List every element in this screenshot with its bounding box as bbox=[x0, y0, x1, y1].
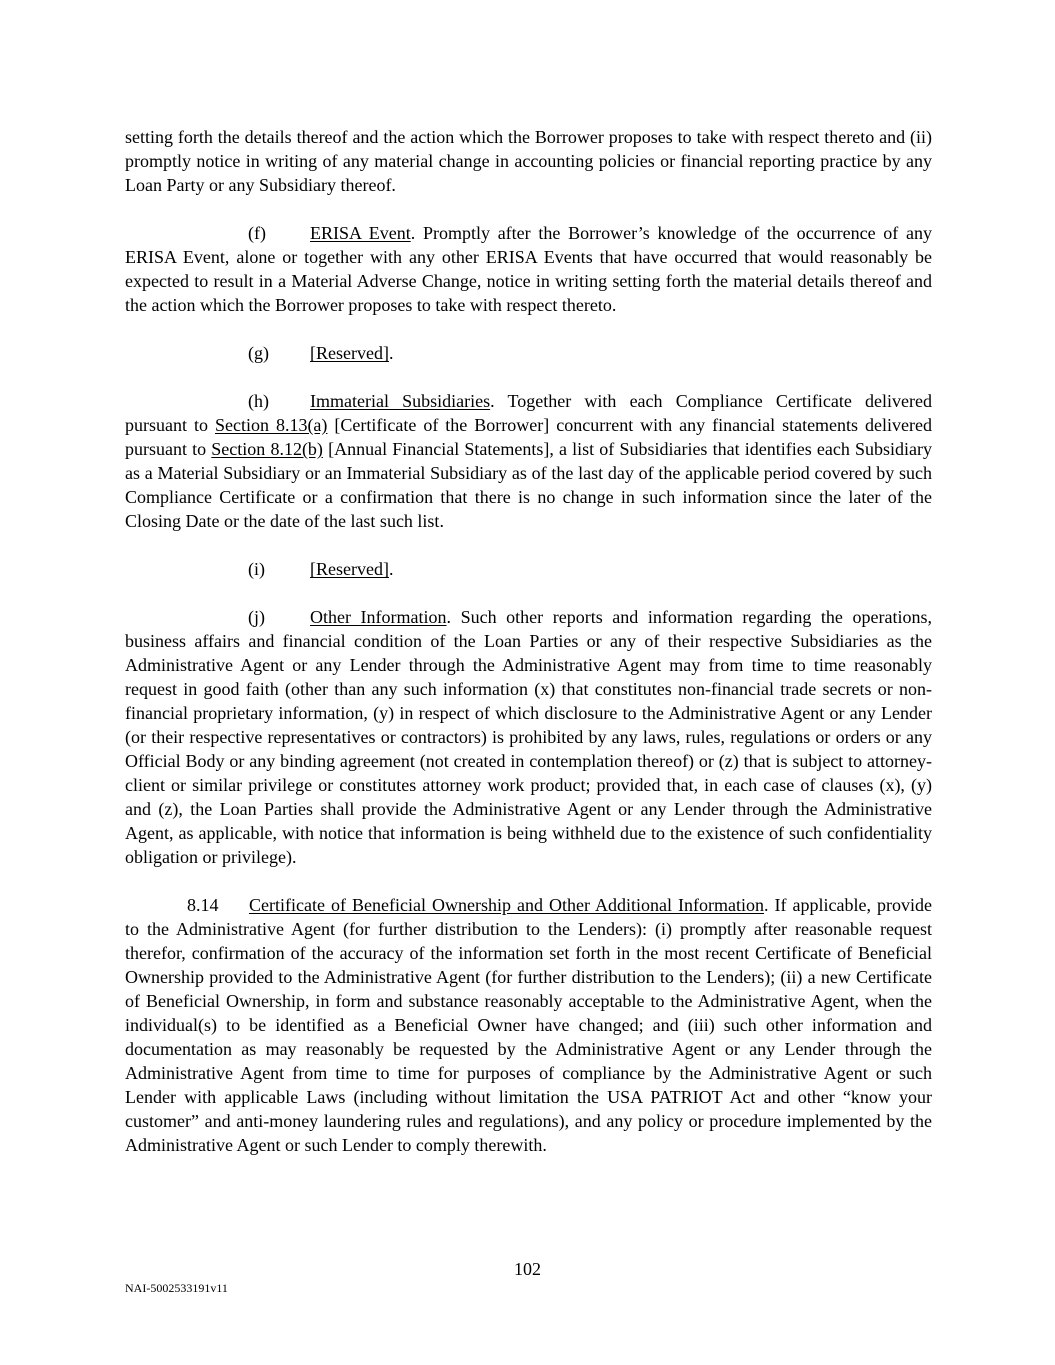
section-body: . If applicable, provide to the Administrative Agent (for further distribution to the Lenders): (i) promptly after reasonable request therefor, confirmation of the accuracy of the information set forth in the most recent Certificate of Beneficial Ownership provided to the Administrative Agent (for further distribution to the Lenders); (ii) a new Certificate of Beneficial Ownership, in form and substance reasonably acceptable to the Administrative Agent, when the individual(s) to be identified as a Beneficial Owner have changed; and (iii) such other information and documentation as may reasonably be requested by the Administrative Agent or any Lender through the Administrative Agent from time to time for purposes of compliance by the Administrative Agent or such Lender with applicable Laws (including without limitation the USA PATRIOT Act and other “know your customer” and anti-money laundering rules and regulations), and any policy or procedure implemented by the Administrative Agent or such Lender to comply therewith. bbox=[125, 895, 932, 1155]
clause-heading: ERISA Event bbox=[310, 223, 411, 243]
clause-label: (f) bbox=[248, 223, 266, 243]
clause-body: [Certificate of the Borrower] concurrent with any financial statements delivered pursuant to bbox=[125, 415, 933, 459]
section-8-14 bbox=[125, 893, 932, 1157]
section-heading: Certificate of Beneficial Ownership and Other Additional Information bbox=[249, 895, 764, 915]
clause-heading: Other Information bbox=[310, 607, 447, 627]
clause-body: . Promptly after the Borrower’s knowledge of the occurrence of any ERISA Event, alone or together with any other ERISA Events that have occurred that would reasonably be expected to result in a Material Adverse Change, notice in writing setting forth the material details thereof and the action which the Borrower proposes to take with respect thereto. bbox=[125, 223, 933, 315]
page-number: 102 bbox=[514, 1259, 541, 1279]
paragraph-continuation bbox=[125, 125, 932, 197]
clause-label: (j) bbox=[248, 607, 265, 627]
clause-heading: Immaterial Subsidiaries bbox=[310, 391, 491, 411]
section-reference: Section 8.13(a) bbox=[214, 415, 328, 435]
clause-body: . bbox=[388, 343, 394, 363]
paragraph-body: setting forth the details thereof and the action which the Borrower proposes to take with respect thereto and (ii) promptly notice in writing of any material change in accounting policies or financial reporting practice by any Loan Party or any Subsidiary thereof. bbox=[125, 127, 932, 195]
clause-heading: [Reserved] bbox=[310, 343, 389, 363]
clause-j-other-information bbox=[125, 605, 932, 869]
clause-i-reserved bbox=[125, 557, 932, 581]
clause-body: . Together with each Compliance Certificate delivered pursuant to bbox=[125, 391, 932, 435]
document-page bbox=[125, 125, 932, 1181]
clause-heading: [Reserved] bbox=[310, 559, 389, 579]
section-number: 8.14 bbox=[187, 895, 219, 915]
clause-label: (h) bbox=[248, 391, 269, 411]
clause-body: [Annual Financial Statements], a list of Subsidiaries that identifies each Subsidiary as a Material Subsidiary or an Immaterial Subsidiary as of the last day of the applicable period covered by such Compliance Certificate or a confirmation that there is no change in such information since the later of the Closing Date or the date of the last such list. bbox=[125, 439, 932, 531]
section-reference: Section 8.12(b) bbox=[211, 439, 323, 459]
clause-body: . Such other reports and information regarding the operations, business affairs and financial condition of the Loan Parties or any of their respective Subsidiaries as the Administrative Agent or any Lender through the Administrative Agent may from time to time reasonably request in good faith (other than any such information (x) that constitutes non-financial trade secrets or non-financial proprietary information, (y) in respect of which disclosure to the Administrative Agent or any Lender (or their respective representatives or contractors) is prohibited by any laws, rules, regulations or orders or any Official Body or any binding agreement (not created in contemplation thereof) or (z) that is subject to attorney-client or similar privilege or constitutes attorney work product; provided that, in each case of clauses (x), (y) and (z), the Loan Parties shall provide the Administrative Agent or any Lender through the Administrative Agent, as applicable, with notice that information is being withheld due to the existence of such confidentiality obligation or privilege). bbox=[125, 607, 932, 867]
clause-f-erisa-event bbox=[125, 221, 932, 317]
clause-g-reserved bbox=[125, 341, 932, 365]
clause-h-immaterial-subsidiaries bbox=[125, 389, 932, 533]
document-id: NAI-5002533191v11 bbox=[125, 1281, 228, 1295]
clause-label: (g) bbox=[248, 343, 269, 363]
clause-label: (i) bbox=[248, 559, 265, 579]
clause-body: . bbox=[388, 559, 394, 579]
